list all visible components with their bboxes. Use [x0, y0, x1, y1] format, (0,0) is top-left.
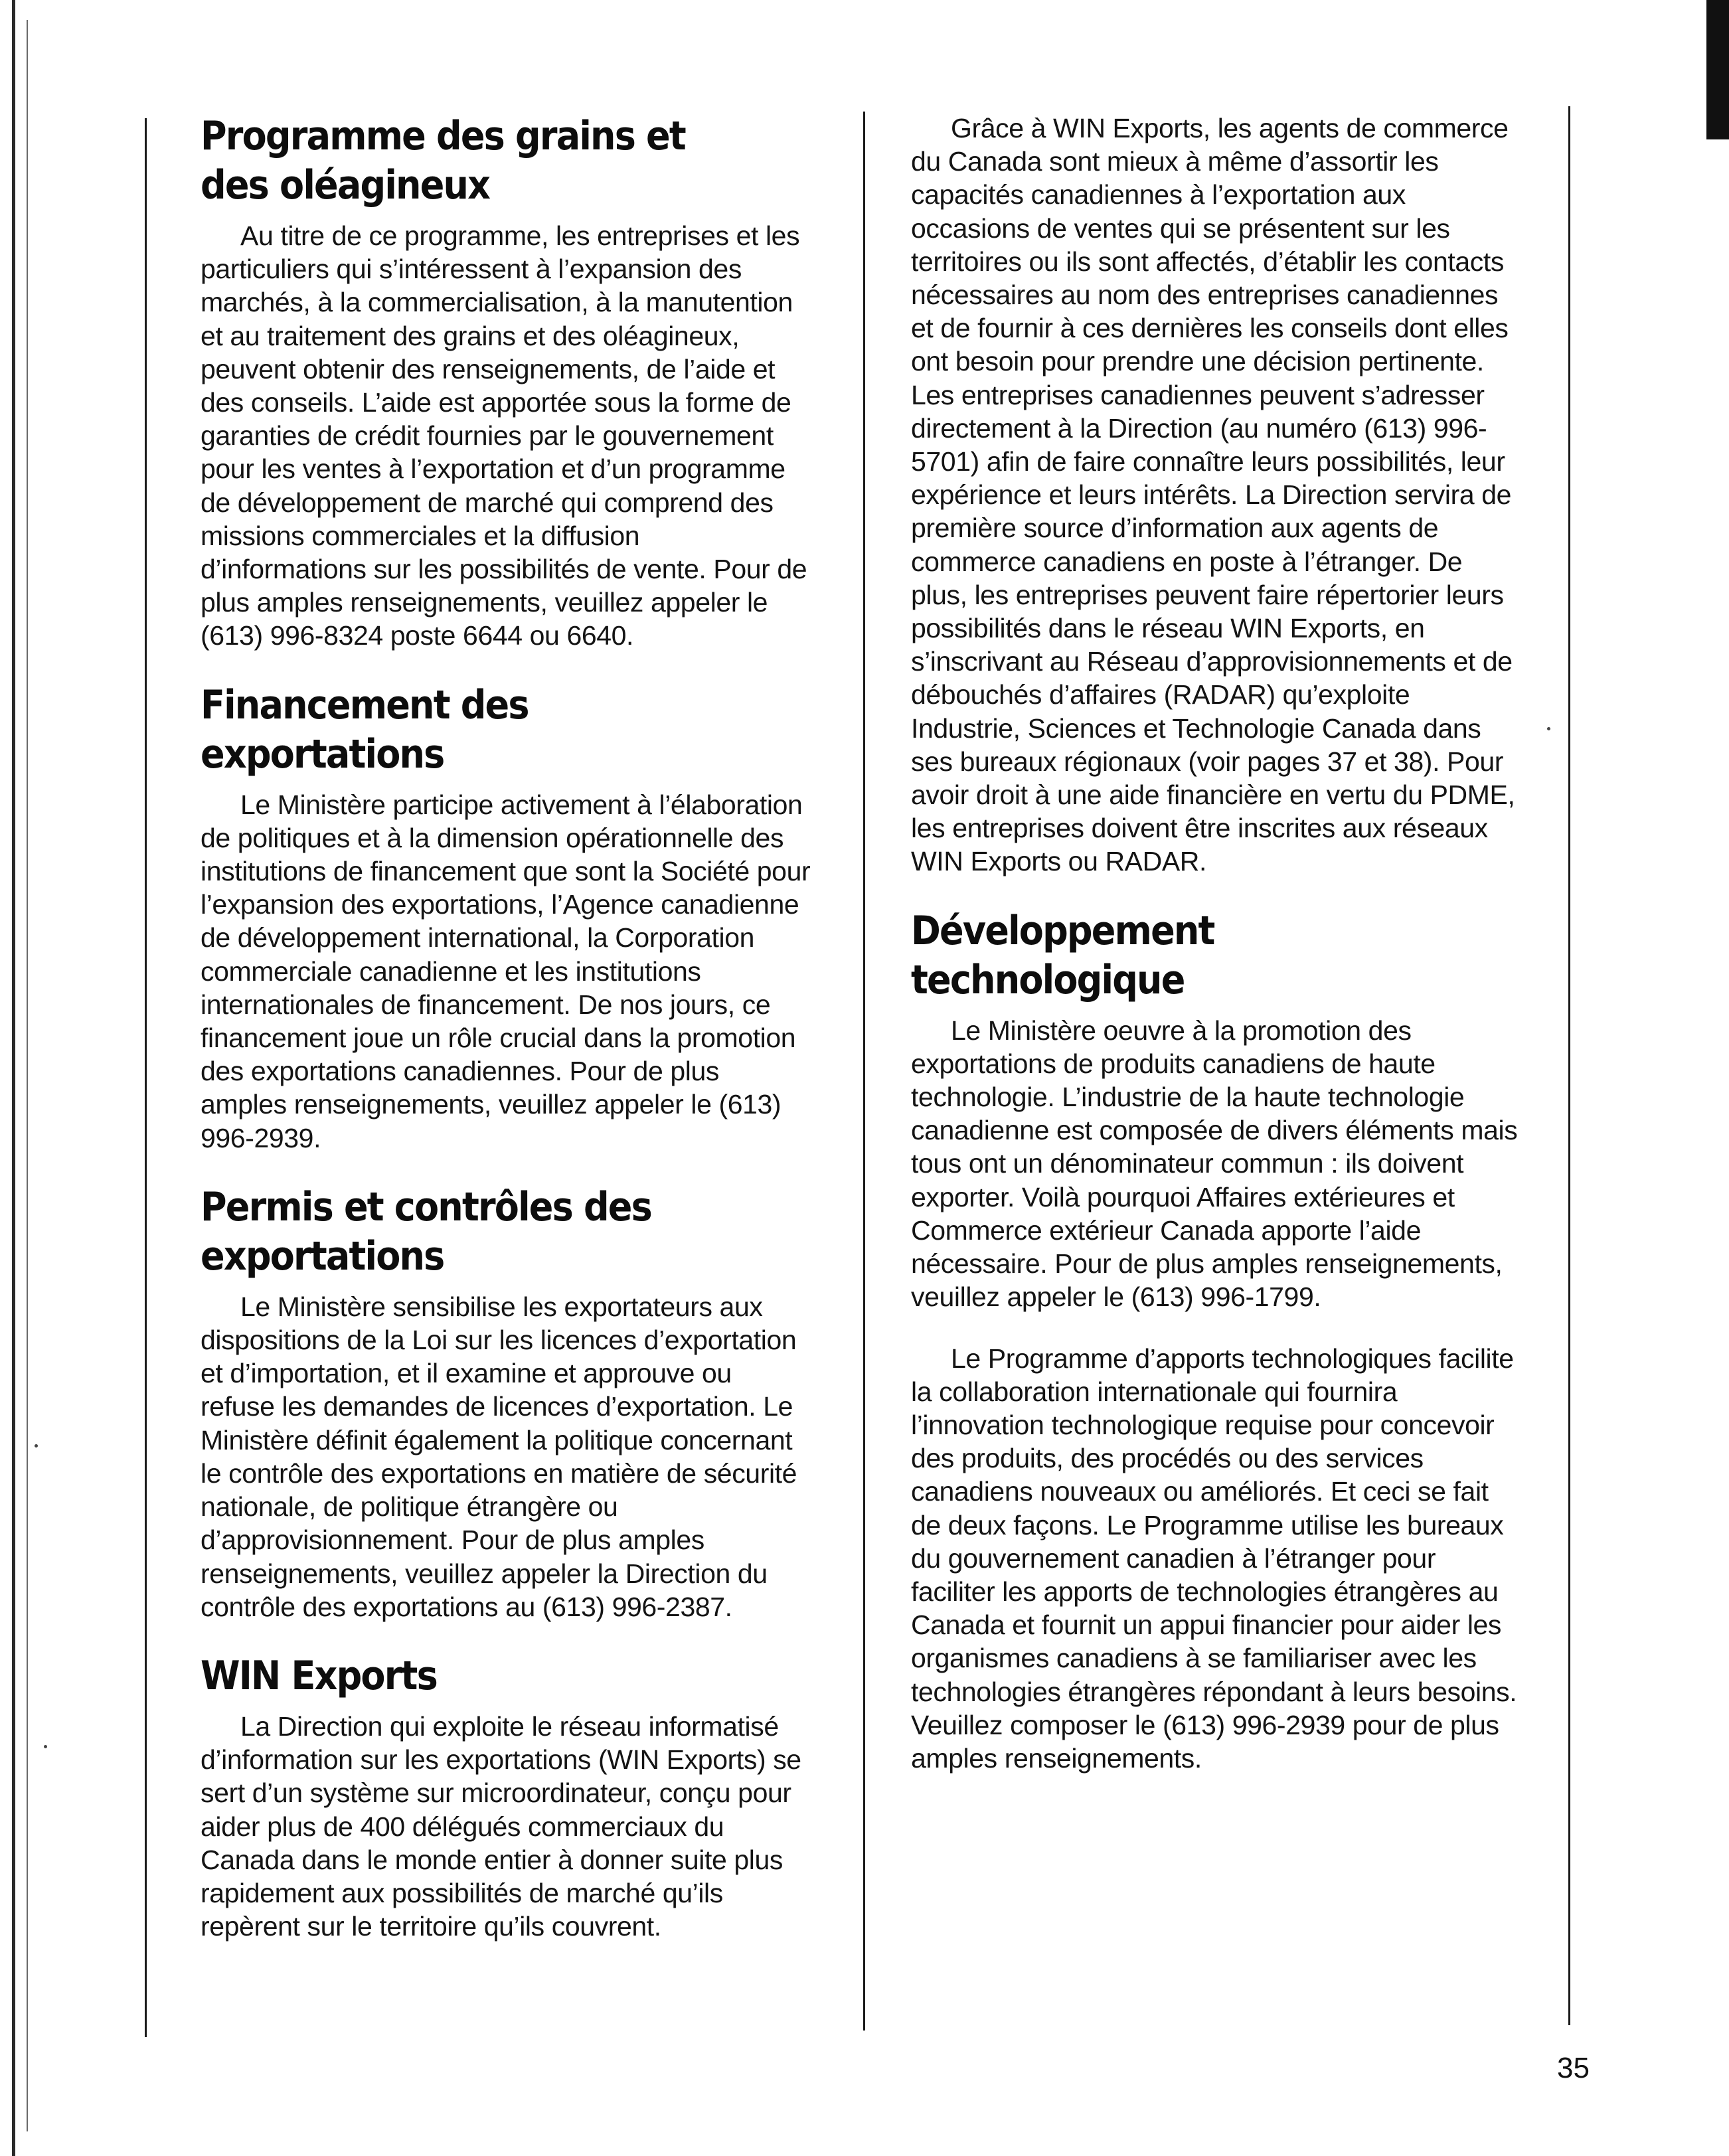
section-win-exports: [201, 1651, 811, 1943]
scan-speck: [35, 1444, 38, 1448]
section-paragraph: Le Ministère sensibilise les exportateurs aux dispositions de la Loi sur les licences d’exportation et d’importation, et il examine et approuve ou refuse les demandes de licences d’exportation. Le Ministère définit également la politique concernant le contrôle des exportations en matière de sécurité nationale, de politique étrangère ou d’approvisionnement. Pour de plus amples renseignements, veuillez appeler la Direction du contrôle des exportations au (613) 996-2387.: [201, 1291, 797, 1622]
win-exports-continued-paragraph: Grâce à WIN Exports, les agents de commerce du Canada sont mieux à même d’assortir les capacités canadiennes à l’exportation aux occasions de ventes qui se présentent sur les territoires ou ils sont affectés, d’établir les contacts nécessaires au nom des entreprises canadiennes et de fournir à ces dernières les conseils dont elles ont besoin pour prendre une décision pertinente. Les entreprises canadiennes peuvent s’adresser directement à la Direction (au numéro (613) 996-5701) afin de faire connaître leurs possibilités, leur expérience et leurs intérêts. La Direction servira de première source d’information aux agents de commerce canadiens en poste à l’étranger. De plus, les entreprises peuvent faire répertorier leurs possibilités dans le réseau WIN Exports, en s’inscrivant au Réseau d’approvisionnements et de débouchés d’affaires (RADAR) qu’exploite Industrie, Sciences et Technologie Canada dans ses bureaux régionaux (voir pages 37 et 38). Pour avoir droit à une aide financière en vertu du PDME, les entreprises doivent être inscrites aux réseaux WIN Exports ou RADAR.: [911, 113, 1515, 877]
section-heading: Financement des exportations: [201, 681, 529, 778]
section-heading: Programme des grains et des oléagineux: [201, 113, 685, 208]
scan-binding-edge-inner: [27, 20, 28, 2131]
section-heading: Développement technologique: [911, 907, 1214, 1003]
section-grains-oleagineux: [201, 112, 811, 653]
page-number: 35: [1557, 2052, 1590, 2084]
left-column: [201, 112, 811, 1971]
section-paragraph: Le Ministère oeuvre à la promotion des exportations de produits canadiens de haute technologie. L’industrie de la haute technologie canadienne est composée de divers éléments mais tous ont un dénominateur commun : ils doivent exporter. Voilà pourquoi Affaires extérieures et Commerce extérieur Canada apporte l’aide nécessaire. Pour de plus amples renseignements, veuillez appeler le (613) 996-1799.: [911, 1015, 1518, 1313]
section-heading: Permis et contrôles des exportations: [201, 1183, 651, 1280]
section-financement-exportations: [201, 681, 811, 1155]
center-column-rule: [863, 112, 865, 2031]
scan-speck: [1547, 727, 1550, 730]
right-column: [911, 112, 1522, 1803]
scan-speck: [44, 1745, 47, 1748]
section-developpement-technologique: [911, 906, 1522, 1775]
section-paragraph: Le Ministère participe activement à l’élaboration de politiques et à la dimension opérationnelle des institutions de financement que sont la Société pour l’expansion des exportations, l’Agence canadienne de développement international, la Corporation commerciale canadienne et les institutions internationales de financement. De nos jours, ce financement joue un rôle crucial dans la promotion des exportations canadiennes. Pour de plus amples renseignements, veuillez appeler le (613) 996-2939.: [201, 789, 811, 1153]
section-heading: WIN Exports: [201, 1652, 437, 1699]
scan-corner-shadow: [1706, 0, 1729, 139]
scan-binding-edge: [12, 0, 15, 2156]
section-paragraph: La Direction qui exploite le réseau informatisé d’information sur les exportations (WIN Exports) se sert d’un système sur microordinateur, conçu pour aider plus de 400 délégués commerciaux du Canada dans le monde entier à donner suite plus rapidement aux possibilités de marché qu’ils repèrent sur le territoire qu’ils couvrent.: [201, 1710, 801, 1942]
left-column-rule: [145, 118, 147, 2037]
section-permis-controles: [201, 1183, 811, 1623]
right-column-rule: [1568, 106, 1570, 2025]
section-paragraph: Au titre de ce programme, les entreprises et les particuliers qui s’intéressent à l’expansion des marchés, à la commercialisation, à la manutention et au traitement des grains et des oléagineux, peuvent obtenir des renseignements, de l’aide et des conseils. L’aide est apportée sous la forme de garanties de crédit fournies par le gouvernement pour les ventes à l’exportation et d’un programme de développement de marché qui comprend des missions commerciales et la diffusion d’informations sur les possibilités de vente. Pour de plus amples renseignements, veuillez appeler le (613) 996-8324 poste 6644 ou 6640.: [201, 220, 807, 651]
section-paragraph: Le Programme d’apports technologiques facilite la collaboration internationale qui fournira l’innovation technologique requise pour concevoir des produits, des procédés ou des services canadiens nouveaux ou améliorés. Et ceci se fait de deux façons. Le Programme utilise les bureaux du gouvernement canadien à l’étranger pour faciliter les apports de technologies étrangères au Canada et fournit un appui financier pour aider les organismes canadiens à se familiariser avec les technologies étrangères répondant à leurs besoins. Veuillez composer le (613) 996-2939 pour de plus amples renseignements.: [911, 1343, 1517, 1774]
